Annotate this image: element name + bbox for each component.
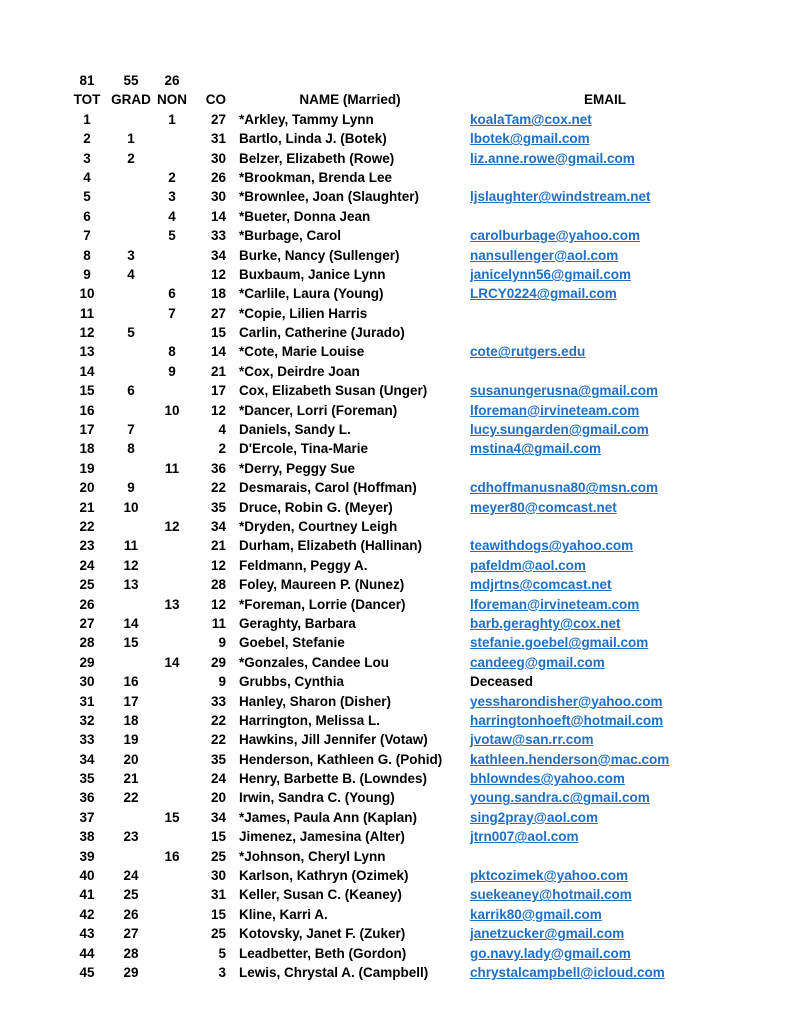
email-link[interactable]: nansullenger@aol.com <box>470 247 619 263</box>
email-link[interactable]: ljslaughter@windstream.net <box>470 189 651 205</box>
table-row <box>64 381 754 400</box>
email-link[interactable]: mdjrtns@comcast.net <box>470 577 612 593</box>
cell-tot: 37 <box>79 809 95 825</box>
table-row <box>64 866 754 885</box>
cell-tot: 27 <box>79 615 95 631</box>
cell-grad: 28 <box>123 945 139 961</box>
stat-tot-total: 81 <box>79 73 95 88</box>
table-row <box>64 168 754 187</box>
cell-non: 14 <box>164 654 180 670</box>
cell-tot: 10 <box>79 286 95 302</box>
cell-grad: 20 <box>123 751 139 767</box>
cell-co: 27 <box>210 305 226 321</box>
email-link[interactable]: janicelynn56@gmail.com <box>470 266 631 282</box>
cell-grad: 15 <box>123 635 139 651</box>
table-row <box>64 342 754 361</box>
cell-grad: 21 <box>123 771 139 787</box>
cell-co: 30 <box>210 150 226 166</box>
cell-name: Desmarais, Carol (Hoffman) <box>239 480 417 496</box>
cell-tot: 3 <box>83 150 91 166</box>
email-link[interactable]: yessharondisher@yahoo.com <box>470 693 663 709</box>
email-link[interactable]: koalaTam@cox.net <box>470 111 592 127</box>
cell-grad: 13 <box>123 577 139 593</box>
cell-tot: 8 <box>83 247 91 263</box>
cell-grad: 7 <box>127 422 135 438</box>
cell-grad: 16 <box>123 674 139 690</box>
cell-co: 17 <box>210 383 226 399</box>
cell-tot: 42 <box>79 906 95 922</box>
cell-tot: 44 <box>79 945 95 961</box>
table-row <box>64 149 754 168</box>
cell-tot: 12 <box>79 325 95 341</box>
cell-name: *Brookman, Brenda Lee <box>239 169 393 185</box>
cell-grad: 12 <box>123 557 139 573</box>
cell-co: 24 <box>210 771 226 787</box>
table-row <box>64 323 754 342</box>
cell-name: Henderson, Kathleen G. (Pohid) <box>239 751 443 767</box>
cell-tot: 11 <box>79 305 95 321</box>
cell-tot: 31 <box>79 693 95 709</box>
cell-name: *Dancer, Lorri (Foreman) <box>239 402 398 418</box>
cell-co: 35 <box>210 499 226 515</box>
email-link[interactable]: harringtonhoeft@hotmail.com <box>470 712 664 728</box>
email-link[interactable]: liz.anne.rowe@gmail.com <box>470 150 635 166</box>
table-row <box>64 226 754 245</box>
cell-tot: 29 <box>79 654 95 670</box>
cell-name: Buxbaum, Janice Lynn <box>239 266 386 282</box>
cell-non: 12 <box>164 518 180 534</box>
cell-name: Hawkins, Jill Jennifer (Votaw) <box>239 732 428 748</box>
cell-tot: 34 <box>79 751 95 767</box>
email-link[interactable]: bhlowndes@yahoo.com <box>470 771 625 787</box>
cell-co: 25 <box>210 926 226 942</box>
table-row <box>64 265 754 284</box>
cell-email: Deceased <box>470 674 534 690</box>
cell-name: Jimenez, Jamesina (Alter) <box>239 829 405 845</box>
col-header-co: CO <box>205 92 226 108</box>
table-row <box>64 944 754 963</box>
cell-co: 9 <box>218 674 226 690</box>
cell-co: 35 <box>210 751 226 767</box>
cell-co: 15 <box>210 906 226 922</box>
table-row <box>64 246 754 265</box>
cell-non: 3 <box>168 189 176 205</box>
table-row <box>64 362 754 381</box>
email-link[interactable]: jtrn007@aol.com <box>470 829 579 845</box>
cell-name: Kotovsky, Janet F. (Zuker) <box>239 926 406 942</box>
cell-name: Feldmann, Peggy A. <box>239 557 368 573</box>
cell-name: *Foreman, Lorrie (Dancer) <box>239 596 406 612</box>
table-row <box>64 207 754 226</box>
cell-non: 16 <box>164 848 180 864</box>
table-row <box>64 827 754 846</box>
table-row <box>64 847 754 866</box>
cell-name: *Cox, Deirdre Joan <box>239 363 360 379</box>
cell-tot: 36 <box>79 790 95 806</box>
cell-co: 30 <box>210 868 226 884</box>
email-link[interactable]: cote@rutgers.edu <box>470 344 586 360</box>
cell-name: *Copie, Lilien Harris <box>239 305 368 321</box>
email-link[interactable]: cdhoffmanusna80@msn.com <box>470 480 658 496</box>
cell-co: 12 <box>210 402 226 418</box>
cell-tot: 45 <box>79 964 95 980</box>
cell-name: Bartlo, Linda J. (Botek) <box>239 131 387 147</box>
cell-grad: 19 <box>123 732 139 748</box>
cell-grad: 24 <box>123 868 139 884</box>
cell-tot: 26 <box>79 596 95 612</box>
cell-co: 15 <box>210 325 226 341</box>
cell-tot: 15 <box>79 383 95 399</box>
cell-co: 12 <box>210 266 226 282</box>
email-link[interactable]: chrystalcampbell@icloud.com <box>470 964 665 980</box>
table-row <box>64 692 754 711</box>
table-row <box>64 653 754 672</box>
table-row <box>64 439 754 458</box>
cell-co: 33 <box>210 693 226 709</box>
cell-grad: 23 <box>123 829 139 845</box>
cell-grad: 29 <box>123 964 139 980</box>
cell-co: 36 <box>210 460 226 476</box>
table-row <box>64 788 754 807</box>
cell-name: *Burbage, Carol <box>239 228 342 244</box>
cell-name: Druce, Robin G. (Meyer) <box>239 499 393 515</box>
email-link[interactable]: sing2pray@aol.com <box>470 809 598 825</box>
cell-grad: 25 <box>123 887 139 903</box>
cell-tot: 13 <box>79 344 95 360</box>
cell-non: 1 <box>168 111 176 127</box>
cell-name: *Derry, Peggy Sue <box>239 460 356 476</box>
cell-non: 11 <box>164 460 180 476</box>
table-row <box>64 808 754 827</box>
cell-co: 22 <box>210 732 226 748</box>
cell-name: Cox, Elizabeth Susan (Unger) <box>239 383 428 399</box>
email-link[interactable]: young.sandra.c@gmail.com <box>470 790 650 806</box>
stat-grad-total: 55 <box>123 73 139 88</box>
cell-tot: 28 <box>79 635 95 651</box>
cell-non: 10 <box>164 402 180 418</box>
email-link[interactable]: LRCY0224@gmail.com <box>470 286 617 302</box>
table-row <box>64 633 754 652</box>
cell-name: *Gonzales, Candee Lou <box>239 654 390 670</box>
cell-grad: 14 <box>123 615 139 631</box>
cell-name: Henry, Barbette B. (Lowndes) <box>239 771 428 787</box>
cell-co: 34 <box>210 247 226 263</box>
cell-co: 28 <box>210 577 226 593</box>
cell-name: *Brownlee, Joan (Slaughter) <box>239 189 420 205</box>
email-link[interactable]: susanungerusna@gmail.com <box>470 383 658 399</box>
cell-co: 22 <box>210 480 226 496</box>
cell-tot: 5 <box>83 189 91 205</box>
cell-co: 29 <box>210 654 226 670</box>
cell-co: 21 <box>210 538 226 554</box>
email-link[interactable]: mstina4@gmail.com <box>470 441 601 457</box>
cell-tot: 24 <box>79 557 95 573</box>
cell-name: Harrington, Melissa L. <box>239 712 381 728</box>
email-link[interactable]: janetzucker@gmail.com <box>470 926 625 942</box>
cell-non: 15 <box>164 809 180 825</box>
cell-name: D'Ercole, Tina-Marie <box>239 441 369 457</box>
cell-non: 7 <box>168 305 176 321</box>
email-link[interactable]: suekeaney@hotmail.com <box>470 887 632 903</box>
cell-name: *Bueter, Donna Jean <box>239 208 371 224</box>
cell-co: 18 <box>210 286 226 302</box>
cell-tot: 23 <box>79 538 95 554</box>
cell-name: *Johnson, Cheryl Lynn <box>239 848 386 864</box>
table-row <box>64 595 754 614</box>
table-row <box>64 672 754 691</box>
cell-non: 6 <box>168 286 176 302</box>
cell-co: 14 <box>210 344 226 360</box>
cell-tot: 38 <box>79 829 95 845</box>
col-header-tot: TOT <box>73 92 101 108</box>
cell-co: 12 <box>210 596 226 612</box>
email-link[interactable]: lforeman@irvineteam.com <box>470 596 640 612</box>
cell-name: Karlson, Kathryn (Ozimek) <box>239 868 409 884</box>
cell-co: 4 <box>218 422 226 438</box>
cell-co: 20 <box>210 790 226 806</box>
email-link[interactable]: karrik80@gmail.com <box>470 906 602 922</box>
cell-grad: 8 <box>127 441 135 457</box>
table-row <box>64 459 754 478</box>
cell-tot: 4 <box>83 169 91 185</box>
cell-co: 21 <box>210 363 226 379</box>
table-row <box>64 110 754 129</box>
cell-non: 8 <box>168 344 176 360</box>
cell-co: 34 <box>210 518 226 534</box>
cell-co: 11 <box>211 615 226 631</box>
roster-body <box>64 110 754 983</box>
email-link[interactable]: jvotaw@san.rr.com <box>470 732 594 748</box>
cell-tot: 39 <box>79 848 95 864</box>
cell-tot: 16 <box>79 402 95 418</box>
cell-co: 22 <box>210 712 226 728</box>
cell-name: Irwin, Sandra C. (Young) <box>239 790 395 806</box>
cell-name: Durham, Elizabeth (Hallinan) <box>239 538 423 554</box>
cell-co: 12 <box>210 557 226 573</box>
stat-non-total: 26 <box>164 73 180 88</box>
table-row <box>64 905 754 924</box>
cell-co: 2 <box>218 441 226 457</box>
cell-tot: 43 <box>79 926 95 942</box>
cell-co: 3 <box>218 964 226 980</box>
cell-non: 2 <box>168 169 176 185</box>
cell-non: 5 <box>168 228 176 244</box>
email-link[interactable]: stefanie.goebel@gmail.com <box>470 635 649 651</box>
email-link[interactable]: barb.geraghty@cox.net <box>470 615 621 631</box>
cell-name: Kline, Karri A. <box>239 906 328 922</box>
email-link[interactable]: lbotek@gmail.com <box>470 131 590 147</box>
cell-grad: 4 <box>127 266 135 282</box>
table-row <box>64 575 754 594</box>
cell-co: 26 <box>210 169 226 185</box>
cell-tot: 20 <box>79 480 95 496</box>
cell-name: *Carlile, Laura (Young) <box>239 286 384 302</box>
cell-co: 31 <box>210 131 226 147</box>
table-row <box>64 536 754 555</box>
col-header-grad: GRAD <box>111 92 151 108</box>
email-link[interactable]: lforeman@irvineteam.com <box>470 402 640 418</box>
cell-grad: 3 <box>127 247 135 263</box>
cell-name: *Dryden, Courtney Leigh <box>239 518 398 534</box>
email-link[interactable]: go.navy.lady@gmail.com <box>470 945 631 961</box>
cell-co: 30 <box>210 189 226 205</box>
cell-co: 27 <box>210 111 226 127</box>
cell-co: 9 <box>218 635 226 651</box>
cell-grad: 17 <box>123 693 139 709</box>
email-link[interactable]: kathleen.henderson@mac.com <box>470 751 670 767</box>
cell-grad: 11 <box>123 538 139 554</box>
cell-name: Keller, Susan C. (Keaney) <box>239 887 402 903</box>
cell-name: Belzer, Elizabeth (Rowe) <box>239 150 395 166</box>
cell-co: 15 <box>210 829 226 845</box>
table-row <box>64 517 754 536</box>
table-row <box>64 730 754 749</box>
email-link[interactable]: lucy.sungarden@gmail.com <box>470 422 649 438</box>
table-row <box>64 129 754 148</box>
cell-name: Daniels, Sandy L. <box>239 422 351 438</box>
cell-tot: 40 <box>79 868 95 884</box>
table-row <box>64 750 754 769</box>
table-row <box>64 556 754 575</box>
email-link[interactable]: meyer80@comcast.net <box>470 499 617 515</box>
cell-co: 34 <box>210 809 226 825</box>
cell-tot: 7 <box>83 228 91 244</box>
cell-grad: 26 <box>123 906 139 922</box>
cell-tot: 17 <box>79 422 95 438</box>
cell-tot: 9 <box>83 266 91 282</box>
cell-co: 5 <box>218 945 226 961</box>
table-row <box>64 614 754 633</box>
table-row <box>64 401 754 420</box>
cell-name: Geraghty, Barbara <box>239 615 356 631</box>
cell-tot: 35 <box>79 771 95 787</box>
cell-co: 33 <box>210 228 226 244</box>
cell-co: 25 <box>210 848 226 864</box>
table-row <box>64 420 754 439</box>
cell-grad: 18 <box>123 712 139 728</box>
cell-tot: 19 <box>79 460 95 476</box>
table-row <box>64 769 754 788</box>
table-row <box>64 885 754 904</box>
cell-co: 31 <box>210 887 226 903</box>
cell-non: 4 <box>168 208 176 224</box>
cell-name: Goebel, Stefanie <box>239 635 345 651</box>
header-row <box>64 90 754 109</box>
cell-tot: 41 <box>79 887 95 903</box>
table-row <box>64 478 754 497</box>
email-link[interactable]: carolburbage@yahoo.com <box>470 228 640 244</box>
table-row <box>64 498 754 517</box>
roster-table <box>64 71 754 982</box>
table-row <box>64 711 754 730</box>
email-link[interactable]: teawithdogs@yahoo.com <box>470 538 634 554</box>
cell-grad: 22 <box>123 790 139 806</box>
cell-tot: 18 <box>79 441 95 457</box>
table-row <box>64 284 754 303</box>
cell-tot: 25 <box>79 577 95 593</box>
cell-name: Foley, Maureen P. (Nunez) <box>239 577 405 593</box>
cell-tot: 33 <box>79 732 95 748</box>
table-row <box>64 924 754 943</box>
table-row <box>64 304 754 323</box>
cell-grad: 9 <box>127 480 135 496</box>
table-row <box>64 963 754 982</box>
cell-name: Hanley, Sharon (Disher) <box>239 693 392 709</box>
cell-name: Burke, Nancy (Sullenger) <box>239 247 400 263</box>
cell-non: 13 <box>164 596 180 612</box>
cell-tot: 21 <box>79 499 95 515</box>
email-link[interactable]: candeeg@gmail.com <box>470 654 605 670</box>
cell-non: 9 <box>168 363 176 379</box>
cell-tot: 1 <box>83 111 91 127</box>
cell-tot: 2 <box>83 131 91 147</box>
col-header-non: NON <box>157 92 187 108</box>
cell-name: Carlin, Catherine (Jurado) <box>239 325 405 341</box>
cell-grad: 2 <box>127 150 135 166</box>
cell-name: Grubbs, Cynthia <box>239 674 345 690</box>
cell-name: *James, Paula Ann (Kaplan) <box>239 809 418 825</box>
cell-grad: 27 <box>123 926 139 942</box>
cell-grad: 10 <box>123 499 139 515</box>
cell-tot: 6 <box>83 208 91 224</box>
cell-grad: 1 <box>127 131 135 147</box>
stats-row <box>64 71 754 90</box>
cell-name: *Cote, Marie Louise <box>239 344 365 360</box>
cell-name: *Arkley, Tammy Lynn <box>239 111 374 127</box>
cell-grad: 5 <box>127 325 135 341</box>
cell-grad: 6 <box>127 383 135 399</box>
email-link[interactable]: pafeldm@aol.com <box>470 557 586 573</box>
cell-tot: 30 <box>79 674 95 690</box>
cell-tot: 32 <box>79 712 95 728</box>
cell-tot: 22 <box>79 518 95 534</box>
cell-name: Lewis, Chrystal A. (Campbell) <box>239 964 429 980</box>
cell-co: 14 <box>210 208 226 224</box>
col-header-email: EMAIL <box>584 92 626 108</box>
cell-name: Leadbetter, Beth (Gordon) <box>239 945 407 961</box>
table-row <box>64 187 754 206</box>
email-link[interactable]: pktcozimek@yahoo.com <box>470 868 628 884</box>
col-header-name: NAME (Married) <box>299 92 401 108</box>
cell-tot: 14 <box>79 363 95 379</box>
